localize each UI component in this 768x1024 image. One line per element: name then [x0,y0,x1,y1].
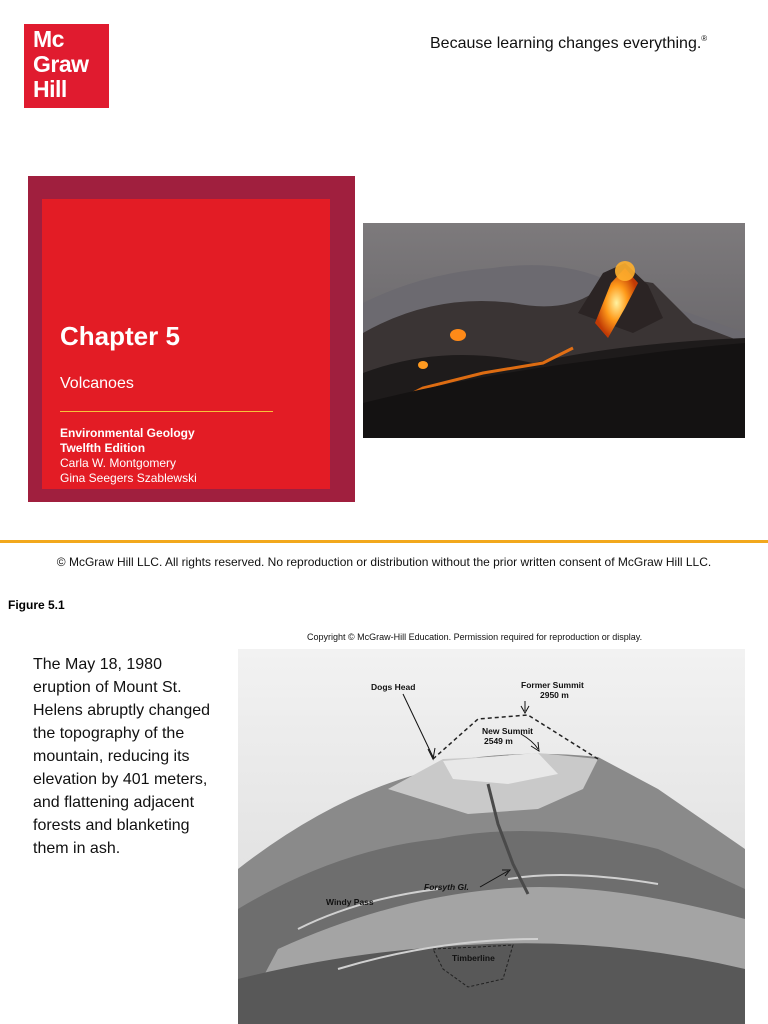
label-new-summit: New Summit [482,726,534,736]
figure-copyright: Copyright © McGraw-Hill Education. Permission required for reproduction or display. [307,632,643,642]
registered-mark: ® [701,34,708,43]
author-1: Carla W. Montgomery [60,456,177,470]
volcano-eruption-photo [363,223,745,438]
chapter-title: Chapter 5 [60,321,180,351]
logo-line-1: Mc [33,26,64,52]
figure-label: Figure 5.1 [8,598,65,612]
mcgraw-hill-logo [24,24,109,108]
chapter-subtitle: Volcanoes [60,375,134,392]
cover-panel [42,199,330,489]
author-2: Gina Seegers Szablewski [60,471,197,485]
label-dogs-head: Dogs Head [371,682,416,692]
tagline [430,34,707,53]
logo-line-3: Hill [33,76,67,102]
label-timberline: Timberline [452,953,495,963]
divider-rule [0,540,768,543]
cover-divider [60,411,273,412]
label-former-summit: Former Summit [521,680,584,690]
book-title: Environmental Geology [60,426,195,440]
tagline-text: Because learning changes everything. [430,35,702,52]
label-forsyth-glacier: Forsyth Gl. [424,882,469,892]
book-info [60,426,197,486]
mount-st-helens-photo [238,649,745,1024]
label-windy-pass: Windy Pass [326,897,374,907]
figure-caption: The May 18, 1980 eruption of Mount St. Helens abruptly changed the topography of the mountain, reducing its elevation by 401 meters, and flattening adjacent forests and blanketing them in ash. [33,656,211,857]
logo-line-2: Graw [33,51,89,77]
book-edition: Twelfth Edition [60,441,146,455]
label-new-elevation: 2549 m [484,736,513,746]
label-former-elevation: 2950 m [540,690,569,700]
copyright-notice: © McGraw Hill LLC. All rights reserved. No reproduction or distribution without the prior written consent of McGraw Hill LLC. [56,555,712,569]
